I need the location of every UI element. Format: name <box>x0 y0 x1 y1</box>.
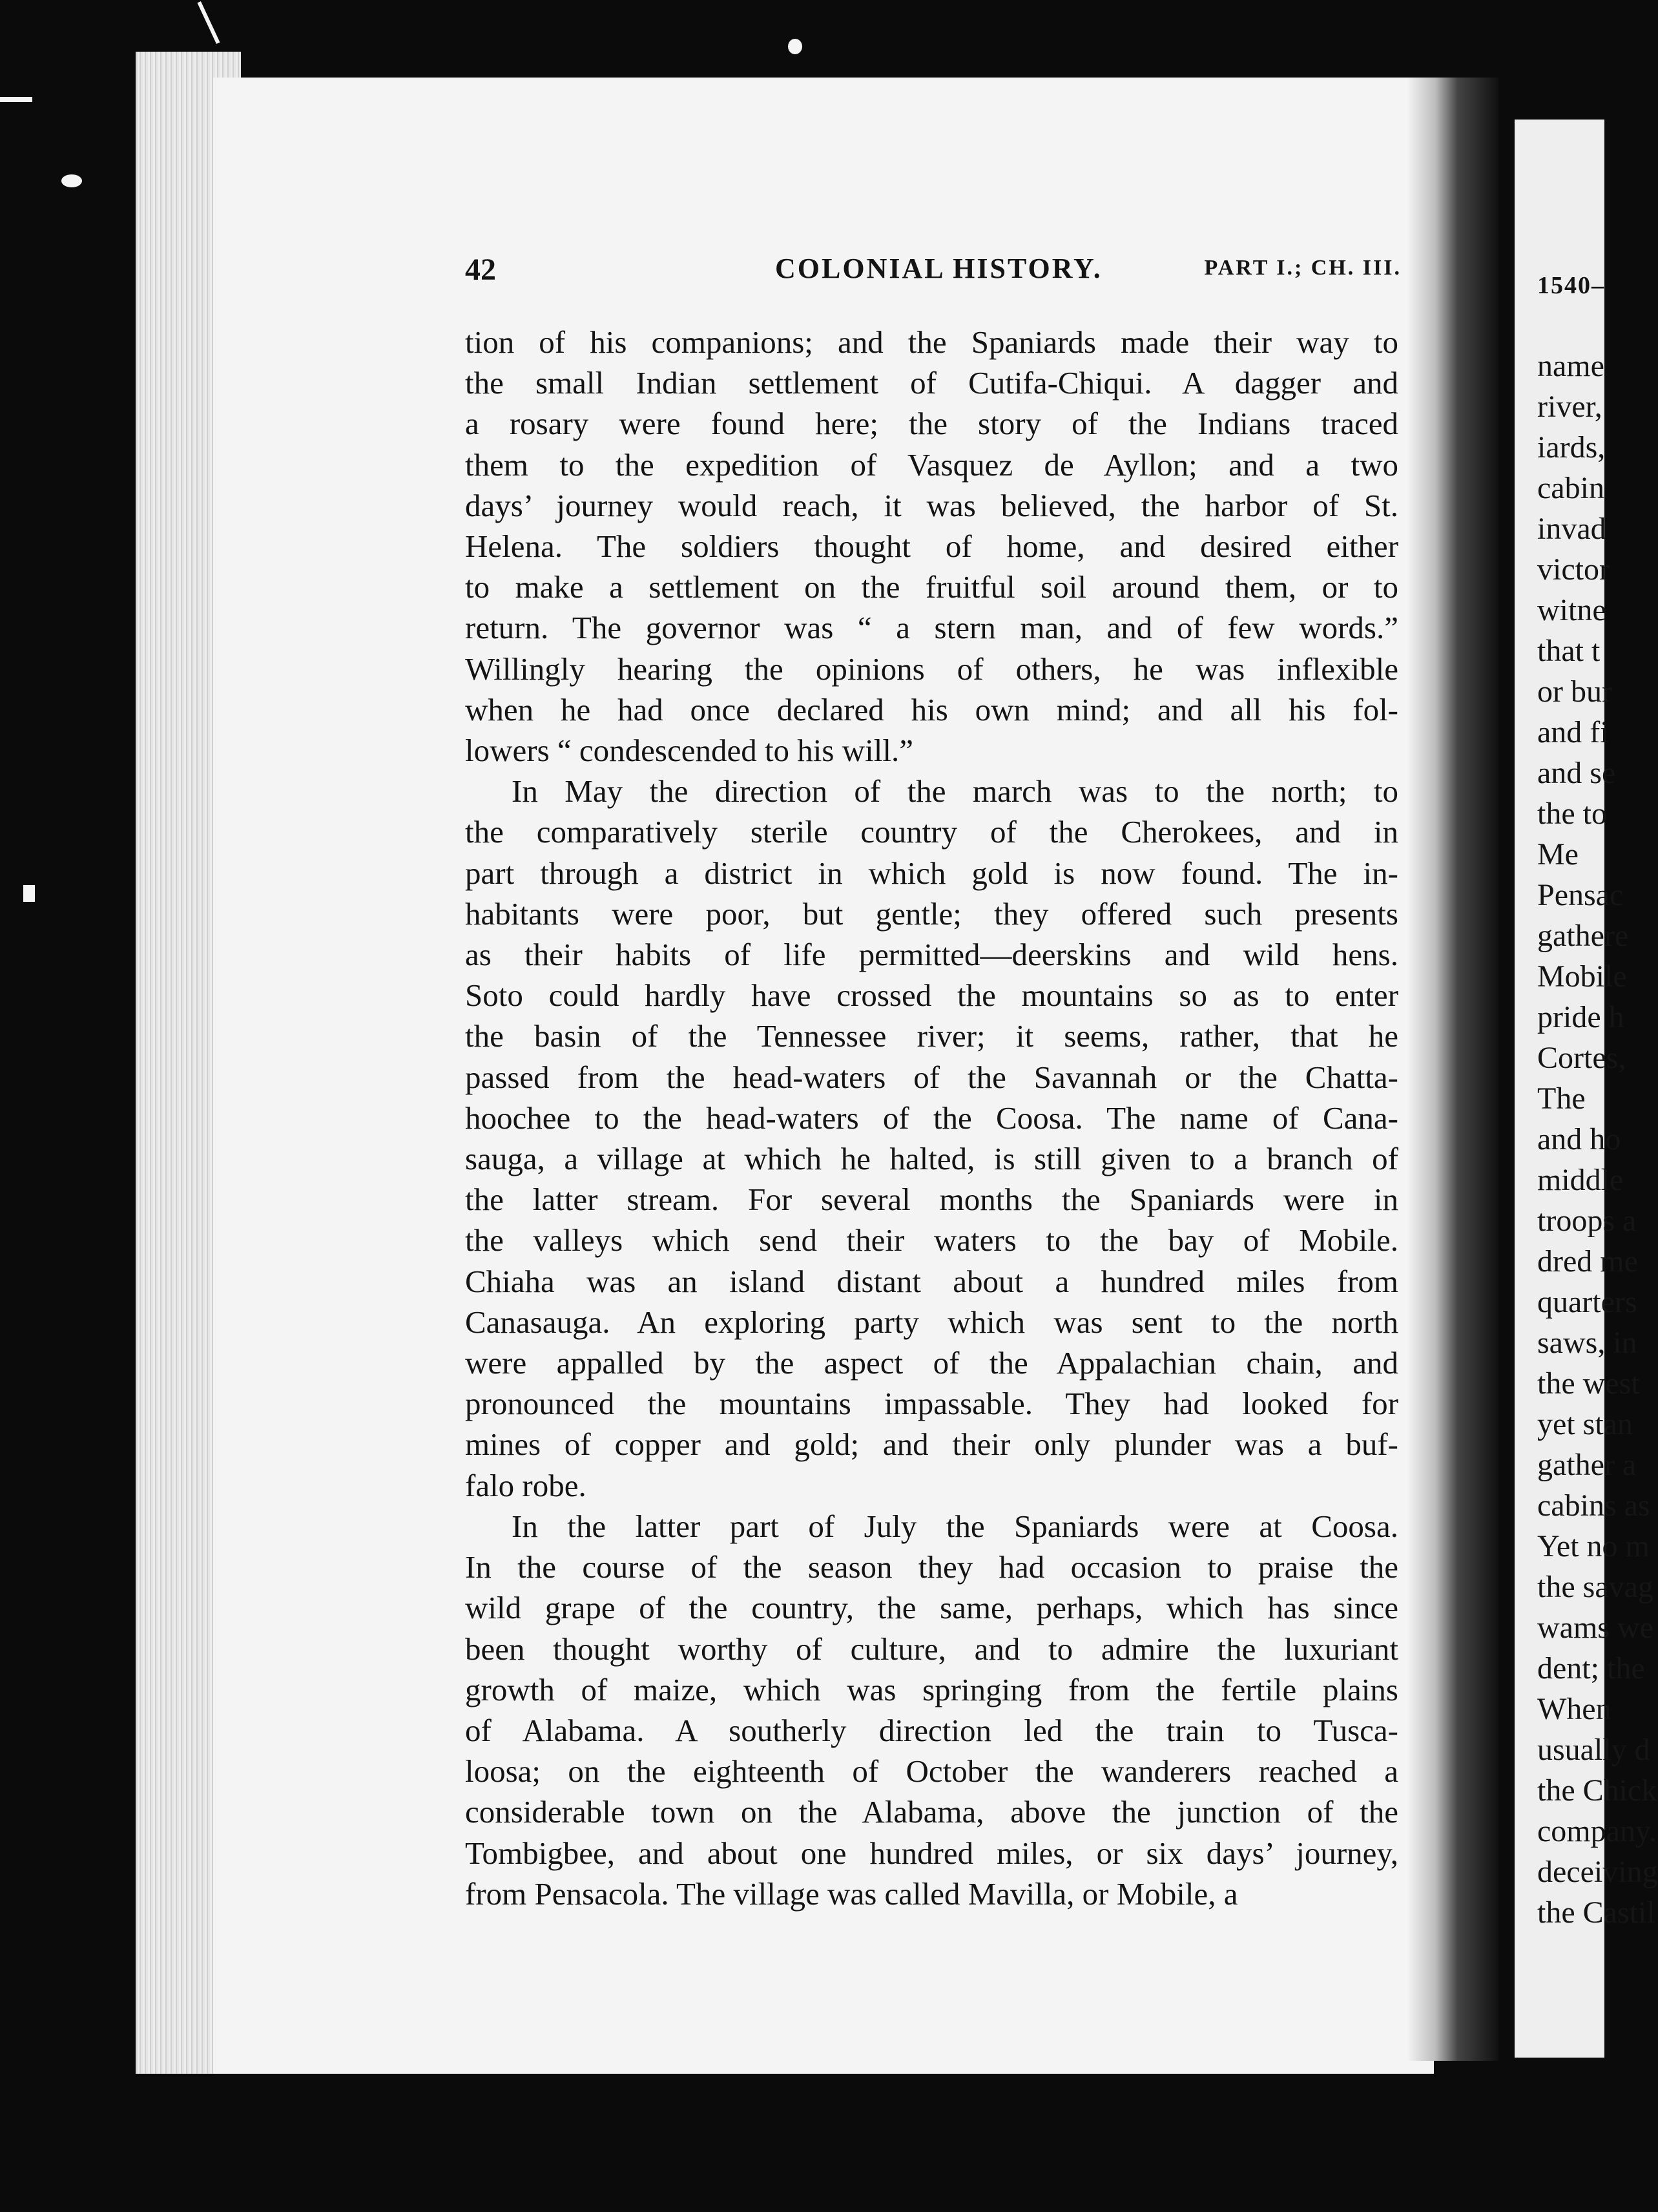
text-line: wild grape of the country, the same, perhaps, which has since <box>465 1590 1398 1626</box>
text-line: habitants were poor, but gentle; they offered such presents <box>465 895 1398 932</box>
text-line: Canasauga. An exploring party which was sent to the north <box>465 1304 1398 1340</box>
text-line: part through a district in which gold is now found. The in- <box>465 855 1398 891</box>
right-page-fragment: Mobile <box>1537 959 1627 994</box>
text-line: considerable town on the Alabama, above the junction of the <box>465 1794 1398 1830</box>
right-page-fragment: yet stan <box>1537 1407 1633 1441</box>
right-page-fragment: and se <box>1537 756 1616 790</box>
gutter-shadow <box>1408 78 1498 2061</box>
right-page-fragment: dred me <box>1537 1244 1638 1278</box>
running-title: COLONIAL HISTORY. <box>775 253 1103 284</box>
text-line: when he had once declared his own mind; and all his fol- <box>465 691 1398 727</box>
paragraph <box>465 322 1398 771</box>
text-line: In the course of the season they had occasion to praise the <box>465 1549 1398 1585</box>
right-page-fragment: the Chick <box>1537 1773 1657 1808</box>
right-page-fragment: or bur <box>1537 674 1612 709</box>
right-page-fragment: cabin <box>1537 471 1604 505</box>
text-line: to make a settlement on the fruitful soil around them, or to <box>465 569 1398 605</box>
text-line: the latter stream. For several months the Spaniards were in <box>465 1182 1398 1218</box>
text-line: the small Indian settlement of Cutifa-Chiqui. A dagger and <box>465 365 1398 401</box>
text-line: the valleys which send their waters to the bay of Mobile. <box>465 1222 1398 1258</box>
text-line: of Alabama. A southerly direction led the train to Tusca- <box>465 1712 1398 1748</box>
right-page-fragment: that t <box>1537 634 1601 668</box>
text-line: return. The governor was “ a stern man, and of few words.” <box>465 610 1398 646</box>
right-page-fragment: river, <box>1537 390 1602 424</box>
page-number: 42 <box>465 253 496 287</box>
right-page-fragment: troops a <box>1537 1204 1637 1238</box>
right-page-fragment: the west <box>1537 1366 1640 1401</box>
right-page-fragment: quarters <box>1537 1285 1637 1319</box>
text-line: Tombigbee, and about one hundred miles, or six days’ journey, <box>465 1835 1398 1871</box>
right-page-fragment: name <box>1537 349 1604 383</box>
speck-mark <box>788 39 802 54</box>
text-line: tion of his companions; and the Spaniards made their way to <box>465 324 1398 360</box>
right-page-fragment: Cortes, <box>1537 1041 1626 1075</box>
right-page-fragment: middle <box>1537 1163 1624 1197</box>
right-page-fragment: wams we <box>1537 1611 1653 1645</box>
right-page-fragment: pride h <box>1537 1000 1624 1034</box>
running-head <box>465 252 1402 297</box>
text-line: In May the direction of the march was to the north; to <box>512 773 1398 809</box>
text-line: Willingly hearing the opinions of others, he was inflexible <box>465 651 1398 687</box>
text-line: days’ journey would reach, it was believed, the harbor of St. <box>465 487 1398 523</box>
text-line: them to the expedition of Vasquez de Ayllon; and a two <box>465 446 1398 483</box>
paragraph <box>465 771 1398 1506</box>
text-line: lowers “ condescended to his will.” <box>465 733 913 769</box>
right-page-fragment: deceiving <box>1537 1855 1658 1889</box>
right-page-fragment: and ho <box>1537 1122 1621 1156</box>
text-line: growth of maize, which was springing from the fertile plains <box>465 1671 1398 1707</box>
text-line: sauga, a village at which he halted, is still given to a branch of <box>465 1141 1398 1177</box>
text-line: been thought worthy of culture, and to admire the luxuriant <box>465 1631 1398 1667</box>
right-page-fragment: and fi <box>1537 715 1609 749</box>
right-page-fragment: the savag <box>1537 1570 1653 1604</box>
text-line: the basin of the Tennessee river; it seems, rather, that he <box>465 1018 1398 1054</box>
right-page-fragment: Me <box>1537 837 1579 871</box>
text-line: hoochee to the head-waters of the Coosa. The name of Cana- <box>465 1100 1398 1136</box>
speck-mark <box>23 885 35 902</box>
text-line: Soto could hardly have crossed the mountains so as to enter <box>465 977 1398 1014</box>
right-page-fragment: dent; the <box>1537 1651 1645 1685</box>
right-page-fragment: When <box>1537 1692 1611 1726</box>
text-line: mines of copper and gold; and their only plunder was a buf- <box>465 1426 1398 1463</box>
right-page-fragment: witne <box>1537 593 1606 627</box>
right-page-fragment: iards, <box>1537 430 1606 464</box>
right-page-fragment: Yet no m <box>1537 1529 1650 1563</box>
part-chapter: PART I.; CH. III. <box>1204 256 1402 280</box>
right-page-fragment: the to <box>1537 797 1607 831</box>
text-line: a rosary were found here; the story of the Indians traced <box>465 406 1398 442</box>
right-page-fragment: company. <box>1537 1814 1657 1848</box>
body-text <box>465 322 1398 1914</box>
margin-mark <box>197 1 220 44</box>
right-page-fragment: The <box>1537 1081 1586 1116</box>
right-page-fragment: saws, in <box>1537 1326 1637 1360</box>
text-line: In the latter part of July the Spaniards were at Coosa. <box>512 1508 1398 1544</box>
right-page-fragment: victor <box>1537 552 1610 587</box>
speck-mark <box>61 174 82 187</box>
text-line: from Pensacola. The village was called Mavilla, or Mobile, a <box>465 1875 1238 1912</box>
margin-mark <box>0 97 32 102</box>
text-line: pronounced the mountains impassable. They had looked for <box>465 1386 1398 1422</box>
text-line: Helena. The soldiers thought of home, and desired either <box>465 528 1398 565</box>
text-line: loosa; on the eighteenth of October the wanderers reached a <box>465 1753 1398 1789</box>
right-page-fragment: cabins as <box>1537 1488 1650 1523</box>
text-line: falo robe. <box>465 1467 586 1503</box>
text-line: as their habits of life permitted—deerskins and wild hens. <box>465 937 1398 973</box>
right-page-fragment: usually d <box>1537 1733 1650 1767</box>
right-page-fragment: Pensac <box>1537 878 1624 912</box>
text-line: were appalled by the aspect of the Appalachian chain, and <box>465 1345 1398 1381</box>
text-line: the comparatively sterile country of the Cherokees, and in <box>465 814 1398 850</box>
right-page-running-head: 1540– <box>1537 272 1605 299</box>
text-line: Chiaha was an island distant about a hundred miles from <box>465 1263 1398 1299</box>
paragraph <box>465 1506 1398 1914</box>
right-page-fragment: the Castil <box>1537 1895 1655 1930</box>
right-page-fragments <box>1537 346 1658 1933</box>
right-page-fragment: gather a <box>1537 1448 1637 1482</box>
text-line: passed from the head-waters of the Savannah or the Chatta- <box>465 1059 1398 1095</box>
right-page-fragment: invad <box>1537 512 1606 546</box>
right-page-fragment: gathere <box>1537 919 1629 953</box>
